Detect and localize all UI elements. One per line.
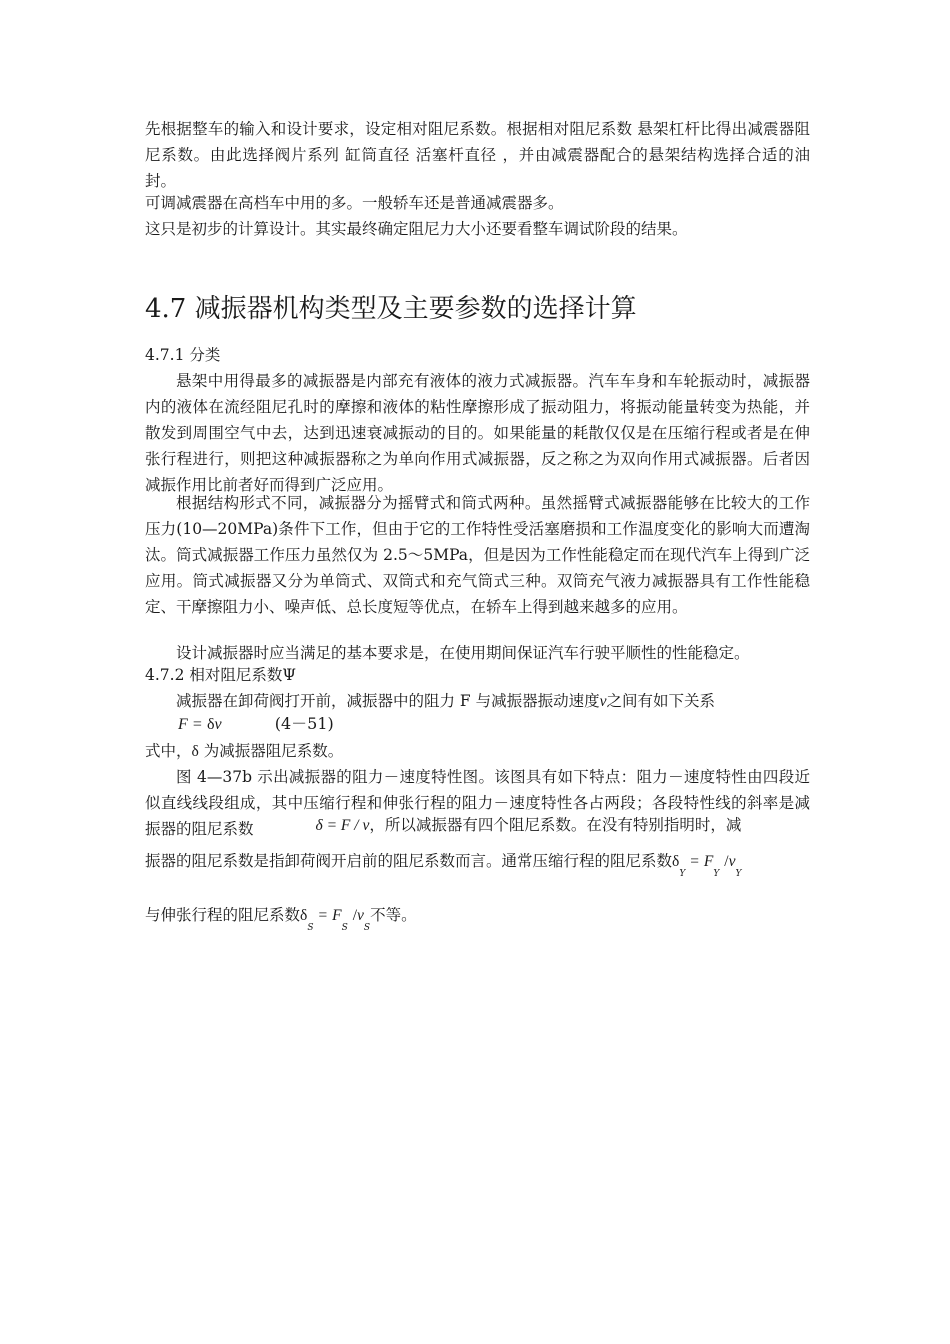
compression-slash: / (724, 853, 729, 870)
relation-intro-end: 之间有如下关系 (606, 692, 716, 710)
formula-number: (4－51) (274, 714, 334, 733)
design-requirement-paragraph: 设计减振器时应当满足的基本要求是，在使用期间保证汽车行驶平顺性的性能稳定。 (176, 644, 750, 662)
compression-delta-sub: Y (679, 869, 686, 879)
extension-coefficient-line (145, 902, 417, 941)
slope-formula-continuation: ，所以减振器有四个阻尼系数。在没有特别指明时，减 (369, 816, 742, 834)
extension-end: 不等。 (370, 906, 417, 924)
subsection-heading-4-7-2: 4.7.2 相对阻尼系数Ψ (145, 666, 296, 684)
formula-delta: δ (207, 716, 215, 733)
formula-equals: = (192, 716, 202, 733)
extension-delta: δ (300, 907, 308, 924)
formula-4-51 (178, 711, 334, 734)
definition-line (145, 738, 343, 765)
extension-v: v (357, 907, 364, 924)
intro-paragraph-3: 这只是初步的计算设计。其实最终确定阻尼力大小还要看整车调试阶段的结果。 (145, 220, 688, 238)
extension-equals: = (318, 907, 328, 924)
compression-F-sub: Y (713, 869, 720, 879)
extension-F: F (332, 907, 342, 924)
extension-v-sub: S (363, 923, 371, 933)
compression-delta: δ (672, 853, 680, 870)
relation-intro-text: 减振器在卸荷阀打开前，减振器中的阻力 F 与减振器振动速度 (176, 692, 600, 710)
slope-formula-line (145, 812, 741, 839)
classification-paragraph-1: 悬架中用得最多的减振器是内部充有液体的液力式减振器。汽车车身和车轮振动时，减振器内的液体在流经阻尼孔时的摩擦和液体的粘性摩擦形成了振动阻力，将振动能量转变为热能，并散发到周围空气中去，达到迅速衰减振动的目的。如果能量的耗散仅仅是在压缩行程或者是在伸张行程进行，则把这种减振器称之为单向作用式减振器，反之称之为双向作用式减振器。后者因减振作用比前者好而得到广泛应用。 (145, 372, 810, 494)
formula-v: v (214, 716, 222, 733)
compression-F: F (703, 853, 714, 870)
compression-coefficient-line (145, 848, 741, 887)
compression-equals: = (690, 853, 699, 870)
velocity-symbol: v (599, 693, 607, 710)
definition-start: 式中， (145, 742, 192, 760)
extension-F-sub: S (341, 923, 348, 933)
classification-paragraph-2: 根据结构形式不同，减振器分为摇臂式和筒式两种。虽然摇臂式减振器能够在比较大的工作压力(10—20MPa)条件下工作，但由于它的工作特性受活塞磨损和工作温度变化的影响大而遭淘汰。筒式减振器工作压力虽然仅为 2.5～5MPa，但是因为工作性能稳定而在现代汽车上得到广泛应用。筒式减振器又分为单筒式、双筒式和充气筒式三种。双筒充气液力减振器具有工作性能稳定、干摩擦阻力小、噪声低、总长度短等优点，在轿车上得到越来越多的应用。 (145, 494, 810, 616)
compression-text: 振器的阻尼系数是指卸荷阀开启前的阻尼系数而言。通常压缩行程的阻尼系数 (145, 852, 673, 870)
characteristic-paragraph-start: 图 4—37b 示出减振器的阻力－速度特性图。该图具有如下特点：阻力－速度特性由四段近似直线线段组成，其中压缩行程和伸张行程的阻力－速度特性各占两段；各段特性线的斜率是减振器的阻尼系数 (145, 768, 810, 838)
compression-v: v (728, 853, 736, 870)
definition-delta: δ (191, 743, 199, 760)
compression-v-sub: Y (735, 869, 742, 879)
formula-lhs: F (178, 716, 188, 733)
intro-paragraph-2: 可调减震器在高档车中用的多。一般轿车还是普通减震器多。 (145, 194, 564, 212)
extension-text: 与伸张行程的阻尼系数 (145, 906, 301, 924)
intro-paragraph-1: 先根据整车的输入和设计要求，设定相对阻尼系数。根据相对阻尼系数 悬架杠杆比得出减震器阻尼系数。由此选择阀片系列 缸筒直径 活塞杆直径 ，并由减震器配合的悬架结构选择合适的油封。 (145, 120, 810, 190)
subsection-heading-4-7-1: 4.7.1 分类 (145, 346, 221, 364)
definition-end: 为减振器阻尼系数。 (198, 742, 344, 760)
extension-delta-sub: S (307, 923, 314, 933)
slope-formula: δ = F / v (315, 817, 370, 834)
extension-slash: / (352, 907, 358, 924)
section-heading: 4.7 减振器机构类型及主要参数的选择计算 (145, 294, 637, 324)
